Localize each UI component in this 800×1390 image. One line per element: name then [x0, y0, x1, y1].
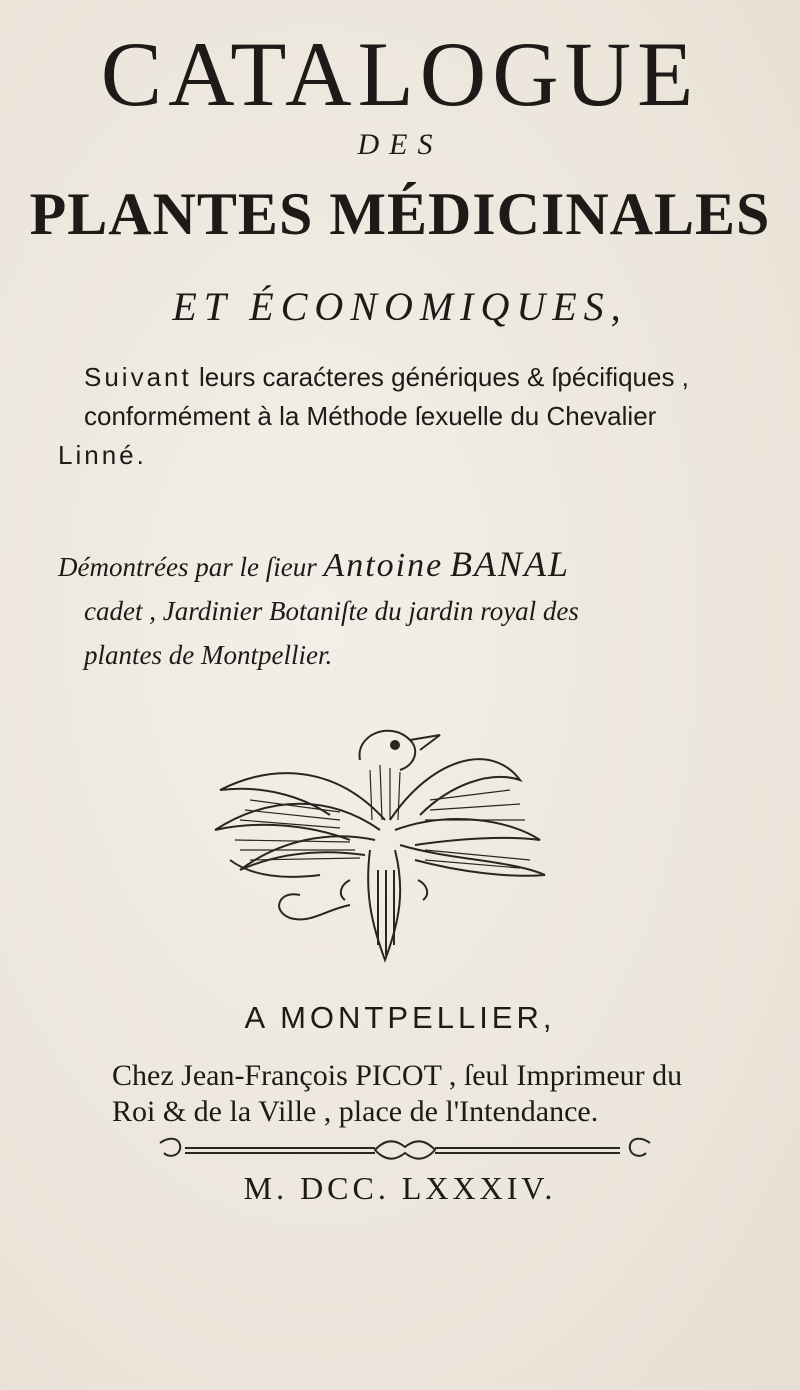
subtitle: PLANTES MÉDICINALES [29, 181, 771, 247]
printer-line-2: Roi & de la Ville , place de l'Intendance. [112, 1095, 599, 1128]
page-title: CATALOGUE [100, 23, 700, 125]
subtitle-economiques: ET ÉCONOMIQUES, [172, 284, 628, 329]
demontrees-word: Démontrées [58, 552, 189, 582]
description-line-1 [58, 358, 758, 397]
par-le-sieur: par le ſieur [195, 552, 317, 582]
description-line-2: conformément à la Méthode ſexuelle du Chevalier [84, 401, 657, 431]
eagle-ornament-icon [190, 700, 580, 970]
decorative-rule-icon [150, 1135, 660, 1165]
description-line-1-text: leurs caraćteres génériques & ſpécifiques , [198, 362, 689, 392]
description-line-3: Linné. [58, 440, 147, 470]
printer-line-1: Chez Jean-François PICOT , ſeul Imprimeur du [112, 1059, 683, 1092]
author-line-3: plantes de Montpellier. [84, 640, 333, 670]
author-line-2: cadet , Jardinier Botaniſte du jardin royal des [84, 596, 579, 626]
author-paragraph [58, 542, 758, 677]
place-of-publication: A MONTPELLIER, [244, 1000, 556, 1035]
suivant-word: Suivant [84, 362, 192, 392]
printer-paragraph [112, 1058, 792, 1130]
author-first-name: Antoine [323, 547, 444, 584]
description-paragraph [58, 358, 758, 475]
author-line-1 [58, 542, 758, 589]
des-line: DES [357, 128, 443, 161]
author-surname: BANAL [449, 544, 570, 584]
publication-date: M. DCC. LXXXIV. [243, 1170, 557, 1206]
